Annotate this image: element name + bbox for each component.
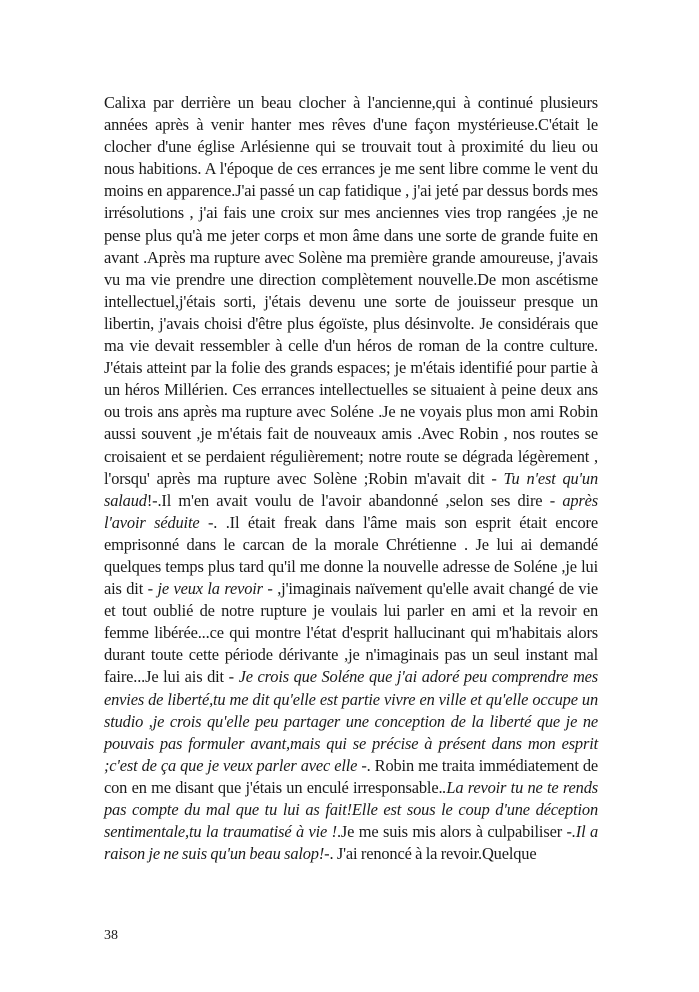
text-run: -. J'ai renoncé à la revoir.Quelque	[324, 844, 537, 864]
italic-text-run: .Il a raison je ne suis qu'un beau salop!	[104, 822, 599, 864]
italic-text-run: je veux la revoir	[157, 579, 263, 599]
italic-text-run: Tu n'est qu'un salaud	[104, 468, 598, 510]
body-paragraph	[104, 92, 598, 865]
text-run: Calixa par derrière un beau clocher à l'ancienne,qui à continué plusieurs années après à venir hanter mes rêves d'une façon mystérieuse.C'était le clocher d'une église Arlésienne qui se trouvait tout à proximité du lieu ou nous habitions. A l'époque de ces errances je me sent libre comme le vent du moins en apparence.J'ai passé un cap fatidique , j'ai jeté par dessus bords mes irrésolutions , j'ai fais une croix sur mes anciennes vies trop rangées ,je ne pense plus qu'à me jeter corps et mon âme dans une sorte de grande fuite en avant .Après ma rupture avec Solène ma première grande amoureuse, j'avais vu ma vie prendre une direction complètement nouvelle.De mon ascétisme intellectuel,j'étais sorti, j'étais devenu une sorte de jouisseur presque un libertin, j'avais choisi d'être plus égoïste, plus désinvolte. Je considérais que ma vie devait ressembler à celle d'un héros de roman de la contre culture. J'étais atteint par la folie des grands espaces; je m'étais identifié pour partie à un héros Millérien. Ces errances intellectuelles se situaient à peine deux ans ou trois ans après ma rupture avec Soléne .Je ne voyais plus mon ami Robin aussi souvent ,je m'étais fait de nouveaux amis .Avec Robin , nos routes se croisaient et se perdaient régulièrement; notre route se dégrada légèrement , l'orsqu' après ma rupture avec Solène ;Robin m'avait dit -	[104, 93, 598, 488]
italic-text-run: Je crois que Soléne que j'ai adoré peu comprendre mes envies de liberté,tu me dit qu'elle est partie vivre en ville et qu'elle occupe un studio ,je crois qu'elle peu partager une conception de la liberté que je ne pouvais pas formuler avant,mais qui se précise à présent dans mon esprit ;c'est de ça que je veux parler avec elle	[104, 667, 598, 775]
italic-text-run: .La revoir tu ne te rends pas compte du mal que tu lui as fait!Elle est sous le coup d'une déception sentimentale,tu la traumatisé à vie !	[104, 777, 598, 842]
text-run: !-.Il m'en avait voulu de l'avoir abandonné ,selon ses dire -	[146, 490, 563, 510]
italic-text-run: après l'avoir séduite	[104, 490, 598, 532]
page-number: 38	[104, 928, 118, 943]
text-run: .Je me suis mis alors à culpabiliser -	[336, 822, 572, 842]
text-run: - ,j'imaginais naïvement qu'elle avait changé de vie et tout oublié de notre rupture je voulais lui parler en ami et la revoir en femme libérée...ce qui montre l'état d'esprit hallucinant qui m'habitais alors durant toute cette période dérivante ,je n'imaginais pas un seul instant mal faire...Je lui ais dit -	[104, 579, 599, 687]
text-run: -. .Il était freak dans l'âme mais son esprit était encore emprisonné dans le carcan de la morale Chrétienne . Je lui ai demandé quelques temps plus tard qu'il me donne la nouvelle adresse de Soléne ,je lui ais dit -	[104, 512, 598, 599]
text-run: -. Robin me traita immédiatement de con en me disant que j'étais un enculé irresponsable.	[104, 755, 599, 797]
